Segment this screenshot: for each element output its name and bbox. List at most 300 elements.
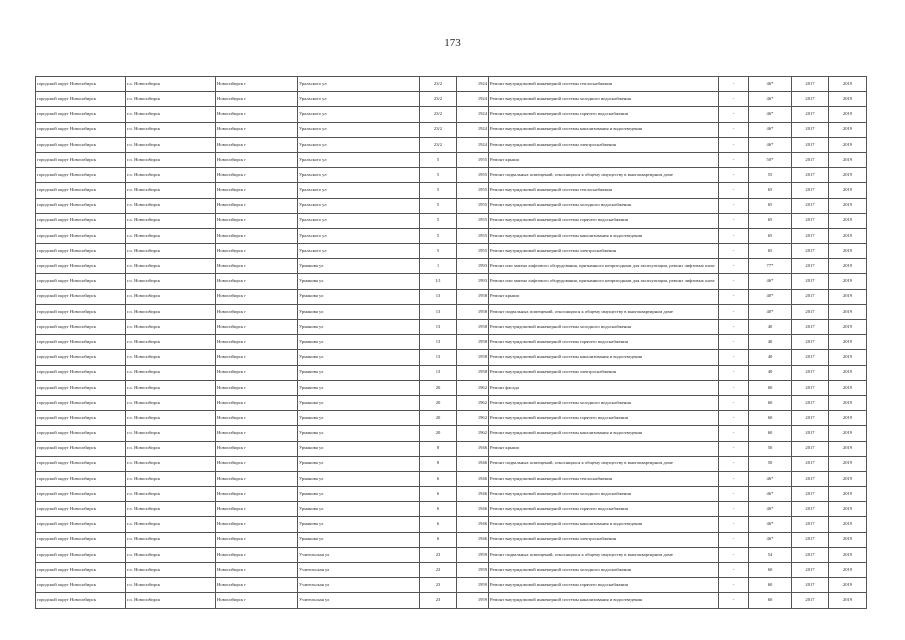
cell-district: городской округ Новосибирск <box>36 335 126 350</box>
cell-end-year: 2019 <box>829 441 867 456</box>
cell-city: Новосибирск г <box>216 92 298 107</box>
cell-house: 20 <box>420 395 457 410</box>
cell-mark: - <box>719 92 749 107</box>
cell-house: 23 <box>420 578 457 593</box>
cell-house: 23/2 <box>420 77 457 92</box>
table-row <box>36 228 867 243</box>
cell-start-year: 2017 <box>792 168 829 183</box>
cell-city: Новосибирск г <box>216 578 298 593</box>
table-row <box>36 395 867 410</box>
cell-mark: - <box>719 578 749 593</box>
cell-city: Новосибирск г <box>216 350 298 365</box>
cell-end-year: 2019 <box>829 320 867 335</box>
cell-work-type: Ремонт внутридомовой инженерной системы канализования и водоотведения <box>489 122 719 137</box>
cell-house: 20 <box>420 411 457 426</box>
table-row <box>36 411 867 426</box>
cell-city: Новосибирск г <box>216 426 298 441</box>
cell-district: городской округ Новосибирск <box>36 228 126 243</box>
cell-district: городской округ Новосибирск <box>36 563 126 578</box>
cell-district: городской округ Новосибирск <box>36 183 126 198</box>
cell-year: 1962 <box>457 380 489 395</box>
table-row <box>36 244 867 259</box>
cell-mark: - <box>719 441 749 456</box>
cell-cost: 60 <box>749 411 792 426</box>
cell-cost: 77* <box>749 259 792 274</box>
cell-end-year: 2019 <box>829 380 867 395</box>
cell-start-year: 2017 <box>792 152 829 167</box>
cell-year: 1946 <box>457 502 489 517</box>
cell-mark: - <box>719 289 749 304</box>
cell-city: Новосибирск г <box>216 517 298 532</box>
cell-mark: - <box>719 228 749 243</box>
cell-end-year: 2019 <box>829 593 867 608</box>
cell-municipality: г.о. Новосибирск <box>126 532 216 547</box>
cell-mark: - <box>719 259 749 274</box>
cell-city: Новосибирск г <box>216 365 298 380</box>
cell-district: городской округ Новосибирск <box>36 365 126 380</box>
cell-house: 5 <box>420 152 457 167</box>
cell-mark: - <box>719 411 749 426</box>
cell-end-year: 2019 <box>829 471 867 486</box>
cell-year: 1993 <box>457 259 489 274</box>
cell-house: 1 <box>420 259 457 274</box>
cell-house: 13 <box>420 320 457 335</box>
cell-year: 1959 <box>457 593 489 608</box>
cell-work-type: Ремонт крыши <box>489 289 719 304</box>
cell-start-year: 2017 <box>792 441 829 456</box>
cell-mark: - <box>719 456 749 471</box>
cell-year: 1955 <box>457 244 489 259</box>
cell-municipality: г.о. Новосибирск <box>126 471 216 486</box>
cell-municipality: г.о. Новосибирск <box>126 335 216 350</box>
cell-work-type: Ремонт подвальных помещений, относящихся к общему имуществу в многоквартирном доме <box>489 456 719 471</box>
cell-municipality: г.о. Новосибирск <box>126 441 216 456</box>
cell-cost: 60 <box>749 426 792 441</box>
cell-start-year: 2017 <box>792 122 829 137</box>
cell-municipality: г.о. Новосибирск <box>126 289 216 304</box>
cell-street: Уральского ул <box>298 198 420 213</box>
cell-start-year: 2017 <box>792 107 829 122</box>
cell-street: Учительская ул <box>298 563 420 578</box>
cell-mark: - <box>719 335 749 350</box>
cell-year: 1962 <box>457 426 489 441</box>
cell-cost: 50 <box>749 441 792 456</box>
table-row <box>36 365 867 380</box>
cell-city: Новосибирск г <box>216 107 298 122</box>
table-row <box>36 77 867 92</box>
cell-street: Урманова ул <box>298 289 420 304</box>
cell-street: Урманова ул <box>298 502 420 517</box>
cell-work-type: Ремонт внутридомовой инженерной системы канализования и водоотведения <box>489 426 719 441</box>
table-row <box>36 152 867 167</box>
table-row <box>36 426 867 441</box>
cell-city: Новосибирск г <box>216 487 298 502</box>
cell-start-year: 2017 <box>792 471 829 486</box>
table-row <box>36 487 867 502</box>
cell-year: 1946 <box>457 441 489 456</box>
cell-cost: 46* <box>749 107 792 122</box>
cell-mark: - <box>719 320 749 335</box>
table-row <box>36 122 867 137</box>
cell-cost: 46* <box>749 487 792 502</box>
cell-street: Уральского ул <box>298 107 420 122</box>
table-row <box>36 304 867 319</box>
table-row <box>36 92 867 107</box>
cell-end-year: 2019 <box>829 411 867 426</box>
cell-mark: - <box>719 517 749 532</box>
cell-municipality: г.о. Новосибирск <box>126 547 216 562</box>
cell-work-type: Ремонт внутридомовой инженерной системы холодного водоснабжения <box>489 395 719 410</box>
cell-cost: 46* <box>749 77 792 92</box>
cell-district: городской округ Новосибирск <box>36 547 126 562</box>
cell-start-year: 2017 <box>792 380 829 395</box>
cell-city: Новосибирск г <box>216 456 298 471</box>
cell-district: городской округ Новосибирск <box>36 168 126 183</box>
table-row <box>36 456 867 471</box>
table-row <box>36 471 867 486</box>
cell-house: 23/2 <box>420 107 457 122</box>
cell-work-type: Ремонт внутридомовой инженерной системы канализования и водоотведения <box>489 593 719 608</box>
cell-house: 23/2 <box>420 122 457 137</box>
cell-year: 1962 <box>457 411 489 426</box>
table-row <box>36 198 867 213</box>
cell-start-year: 2017 <box>792 137 829 152</box>
cell-start-year: 2017 <box>792 578 829 593</box>
cell-cost: 65 <box>749 198 792 213</box>
table-row <box>36 259 867 274</box>
cell-end-year: 2019 <box>829 198 867 213</box>
cell-house: 8 <box>420 441 457 456</box>
cell-mark: - <box>719 365 749 380</box>
table-row <box>36 563 867 578</box>
cell-district: городской округ Новосибирск <box>36 152 126 167</box>
cell-city: Новосибирск г <box>216 228 298 243</box>
cell-mark: - <box>719 502 749 517</box>
cell-street: Урманова ул <box>298 471 420 486</box>
cell-cost: 46* <box>749 122 792 137</box>
cell-house: 5 <box>420 183 457 198</box>
cell-street: Урманова ул <box>298 441 420 456</box>
page-number: 173 <box>444 37 461 49</box>
cell-end-year: 2019 <box>829 213 867 228</box>
cell-end-year: 2019 <box>829 487 867 502</box>
cell-end-year: 2019 <box>829 228 867 243</box>
cell-work-type: Ремонт крыши <box>489 441 719 456</box>
cell-city: Новосибирск г <box>216 320 298 335</box>
cell-city: Новосибирск г <box>216 213 298 228</box>
cell-year: 1924 <box>457 122 489 137</box>
cell-work-type: Ремонт внутридомовой инженерной системы горячего водоснабжения <box>489 335 719 350</box>
cell-house: 13 <box>420 350 457 365</box>
cell-municipality: г.о. Новосибирск <box>126 578 216 593</box>
cell-street: Учительская ул <box>298 593 420 608</box>
cell-district: городской округ Новосибирск <box>36 441 126 456</box>
table-row <box>36 168 867 183</box>
cell-end-year: 2019 <box>829 502 867 517</box>
cell-district: городской округ Новосибирск <box>36 198 126 213</box>
cell-cost: 46* <box>749 274 792 289</box>
cell-mark: - <box>719 426 749 441</box>
cell-start-year: 2017 <box>792 593 829 608</box>
cell-municipality: г.о. Новосибирск <box>126 77 216 92</box>
cell-municipality: г.о. Новосибирск <box>126 198 216 213</box>
cell-city: Новосибирск г <box>216 380 298 395</box>
cell-year: 1946 <box>457 471 489 486</box>
cell-year: 1946 <box>457 517 489 532</box>
table-row <box>36 183 867 198</box>
cell-municipality: г.о. Новосибирск <box>126 456 216 471</box>
cell-street: Уральского ул <box>298 228 420 243</box>
cell-end-year: 2019 <box>829 77 867 92</box>
cell-street: Уральского ул <box>298 213 420 228</box>
table-row <box>36 107 867 122</box>
cell-work-type: Ремонт внутридомовой инженерной системы холодного водоснабжения <box>489 563 719 578</box>
cell-start-year: 2017 <box>792 77 829 92</box>
cell-cost: 60 <box>749 563 792 578</box>
cell-street: Урманова ул <box>298 335 420 350</box>
cell-street: Уральского ул <box>298 183 420 198</box>
cell-street: Урманова ул <box>298 456 420 471</box>
cell-city: Новосибирск г <box>216 532 298 547</box>
cell-district: городской округ Новосибирск <box>36 411 126 426</box>
cell-cost: 60 <box>749 395 792 410</box>
cell-municipality: г.о. Новосибирск <box>126 593 216 608</box>
cell-work-type: Ремонт подвальных помещений, относящихся к общему имуществу в многоквартирном доме <box>489 168 719 183</box>
cell-start-year: 2017 <box>792 274 829 289</box>
cell-cost: 46* <box>749 502 792 517</box>
cell-mark: - <box>719 395 749 410</box>
cell-district: городской округ Новосибирск <box>36 456 126 471</box>
cell-start-year: 2017 <box>792 304 829 319</box>
cell-district: городской округ Новосибирск <box>36 77 126 92</box>
cell-street: Урманова ул <box>298 517 420 532</box>
cell-cost: 55 <box>749 168 792 183</box>
cell-year: 1955 <box>457 213 489 228</box>
cell-year: 1924 <box>457 77 489 92</box>
cell-mark: - <box>719 198 749 213</box>
cell-year: 1955 <box>457 168 489 183</box>
cell-street: Урманова ул <box>298 426 420 441</box>
cell-street: Урманова ул <box>298 304 420 319</box>
cell-work-type: Ремонт внутридомовой инженерной системы электроснабжения <box>489 244 719 259</box>
cell-work-type: Ремонт подвальных помещений, относящихся к общему имуществу в многоквартирном доме <box>489 547 719 562</box>
cell-work-type: Ремонт внутридомовой инженерной системы холодного водоснабжения <box>489 92 719 107</box>
cell-house: 13 <box>420 365 457 380</box>
cell-start-year: 2017 <box>792 365 829 380</box>
cell-cost: 46* <box>749 517 792 532</box>
cell-start-year: 2017 <box>792 547 829 562</box>
cell-municipality: г.о. Новосибирск <box>126 304 216 319</box>
cell-start-year: 2017 <box>792 92 829 107</box>
cell-municipality: г.о. Новосибирск <box>126 244 216 259</box>
cell-work-type: Ремонт внутридомовой инженерной системы горячего водоснабжения <box>489 578 719 593</box>
cell-city: Новосибирск г <box>216 168 298 183</box>
cell-city: Новосибирск г <box>216 198 298 213</box>
cell-house: 23 <box>420 593 457 608</box>
cell-mark: - <box>719 183 749 198</box>
cell-year: 1993 <box>457 274 489 289</box>
cell-start-year: 2017 <box>792 228 829 243</box>
cell-municipality: г.о. Новосибирск <box>126 365 216 380</box>
table-row <box>36 137 867 152</box>
cell-year: 1924 <box>457 137 489 152</box>
cell-end-year: 2019 <box>829 304 867 319</box>
table-row <box>36 532 867 547</box>
cell-work-type: Ремонт подвальных помещений, относящихся к общему имуществу в многоквартирном доме <box>489 304 719 319</box>
cell-city: Новосибирск г <box>216 274 298 289</box>
cell-district: городской округ Новосибирск <box>36 532 126 547</box>
cell-district: городской округ Новосибирск <box>36 380 126 395</box>
cell-end-year: 2019 <box>829 289 867 304</box>
cell-mark: - <box>719 380 749 395</box>
cell-district: городской округ Новосибирск <box>36 593 126 608</box>
cell-mark: - <box>719 532 749 547</box>
cell-city: Новосибирск г <box>216 152 298 167</box>
cell-end-year: 2019 <box>829 122 867 137</box>
cell-house: 13 <box>420 304 457 319</box>
cell-mark: - <box>719 350 749 365</box>
cell-work-type: Ремонт внутридомовой инженерной системы теплоснабжения <box>489 471 719 486</box>
cell-end-year: 2019 <box>829 137 867 152</box>
cell-mark: - <box>719 244 749 259</box>
cell-street: Уральского ул <box>298 244 420 259</box>
cell-house: 5 <box>420 213 457 228</box>
table-body <box>36 77 867 609</box>
cell-start-year: 2017 <box>792 456 829 471</box>
cell-start-year: 2017 <box>792 395 829 410</box>
cell-cost: 60 <box>749 578 792 593</box>
cell-year: 1958 <box>457 365 489 380</box>
table-row <box>36 320 867 335</box>
cell-house: 6 <box>420 532 457 547</box>
cell-start-year: 2017 <box>792 502 829 517</box>
cell-city: Новосибирск г <box>216 395 298 410</box>
cell-street: Урманова ул <box>298 320 420 335</box>
cell-municipality: г.о. Новосибирск <box>126 487 216 502</box>
cell-work-type: Ремонт внутридомовой инженерной системы холодного водоснабжения <box>489 320 719 335</box>
cell-mark: - <box>719 471 749 486</box>
cell-municipality: г.о. Новосибирск <box>126 411 216 426</box>
cell-mark: - <box>719 168 749 183</box>
cell-cost: 50 <box>749 456 792 471</box>
cell-street: Урманова ул <box>298 411 420 426</box>
cell-start-year: 2017 <box>792 426 829 441</box>
cell-district: городской округ Новосибирск <box>36 259 126 274</box>
table-row <box>36 335 867 350</box>
cell-municipality: г.о. Новосибирск <box>126 183 216 198</box>
cell-municipality: г.о. Новосибирск <box>126 426 216 441</box>
cell-municipality: г.о. Новосибирск <box>126 213 216 228</box>
cell-district: городской округ Новосибирск <box>36 213 126 228</box>
cell-city: Новосибирск г <box>216 471 298 486</box>
cell-house: 23 <box>420 547 457 562</box>
cell-work-type: Ремонт внутридомовой инженерной системы электроснабжения <box>489 137 719 152</box>
cell-end-year: 2019 <box>829 547 867 562</box>
cell-district: городской округ Новосибирск <box>36 137 126 152</box>
table-row <box>36 441 867 456</box>
cell-street: Урманова ул <box>298 365 420 380</box>
cell-municipality: г.о. Новосибирск <box>126 168 216 183</box>
cell-year: 1946 <box>457 456 489 471</box>
cell-work-type: Ремонт внутридомовой инженерной системы электроснабжения <box>489 532 719 547</box>
cell-start-year: 2017 <box>792 411 829 426</box>
cell-start-year: 2017 <box>792 517 829 532</box>
cell-start-year: 2017 <box>792 259 829 274</box>
cell-city: Новосибирск г <box>216 593 298 608</box>
cell-street: Уральского ул <box>298 122 420 137</box>
cell-district: городской округ Новосибирск <box>36 107 126 122</box>
cell-work-type: Ремонт внутридомовой инженерной системы электроснабжения <box>489 365 719 380</box>
cell-year: 1958 <box>457 335 489 350</box>
cell-end-year: 2019 <box>829 578 867 593</box>
cell-year: 1959 <box>457 563 489 578</box>
cell-cost: 46* <box>749 137 792 152</box>
cell-mark: - <box>719 122 749 137</box>
cell-district: городской округ Новосибирск <box>36 274 126 289</box>
cell-start-year: 2017 <box>792 244 829 259</box>
cell-city: Новосибирск г <box>216 244 298 259</box>
cell-district: городской округ Новосибирск <box>36 426 126 441</box>
cell-end-year: 2019 <box>829 426 867 441</box>
cell-street: Урманова ул <box>298 532 420 547</box>
cell-end-year: 2019 <box>829 335 867 350</box>
cell-cost: 40 <box>749 320 792 335</box>
cell-start-year: 2017 <box>792 350 829 365</box>
cell-year: 1955 <box>457 198 489 213</box>
cell-year: 1958 <box>457 289 489 304</box>
cell-district: городской округ Новосибирск <box>36 92 126 107</box>
cell-house: 23/2 <box>420 137 457 152</box>
cell-district: городской округ Новосибирск <box>36 320 126 335</box>
cell-district: городской округ Новосибирск <box>36 122 126 137</box>
cell-house: 6 <box>420 487 457 502</box>
cell-work-type: Ремонт внутридомовой инженерной системы теплоснабжения <box>489 183 719 198</box>
cell-district: городской округ Новосибирск <box>36 289 126 304</box>
cell-house: 8 <box>420 456 457 471</box>
cell-municipality: г.о. Новосибирск <box>126 380 216 395</box>
cell-work-type: Ремонт внутридомовой инженерной системы горячего водоснабжения <box>489 502 719 517</box>
cell-house: 6 <box>420 471 457 486</box>
cell-year: 1958 <box>457 350 489 365</box>
cell-work-type: Ремонт внутридомовой инженерной системы канализования и водоотведения <box>489 517 719 532</box>
cell-year: 1958 <box>457 304 489 319</box>
cell-street: Урманова ул <box>298 259 420 274</box>
cell-end-year: 2019 <box>829 259 867 274</box>
cell-mark: - <box>719 274 749 289</box>
cell-end-year: 2019 <box>829 274 867 289</box>
cell-house: 20 <box>420 380 457 395</box>
cell-year: 1955 <box>457 228 489 243</box>
cell-cost: 46* <box>749 92 792 107</box>
cell-year: 1959 <box>457 578 489 593</box>
cell-start-year: 2017 <box>792 320 829 335</box>
cell-district: городской округ Новосибирск <box>36 578 126 593</box>
cell-work-type: Ремонт внутридомовой инженерной системы теплоснабжения <box>489 77 719 92</box>
cell-municipality: г.о. Новосибирск <box>126 320 216 335</box>
cell-end-year: 2019 <box>829 244 867 259</box>
cell-city: Новосибирск г <box>216 77 298 92</box>
cell-mark: - <box>719 152 749 167</box>
cell-mark: - <box>719 593 749 608</box>
cell-start-year: 2017 <box>792 289 829 304</box>
cell-house: 1/1 <box>420 274 457 289</box>
cell-end-year: 2019 <box>829 395 867 410</box>
cell-house: 5 <box>420 244 457 259</box>
cell-year: 1955 <box>457 152 489 167</box>
cell-year: 1959 <box>457 547 489 562</box>
cell-district: городской округ Новосибирск <box>36 502 126 517</box>
cell-city: Новосибирск г <box>216 441 298 456</box>
